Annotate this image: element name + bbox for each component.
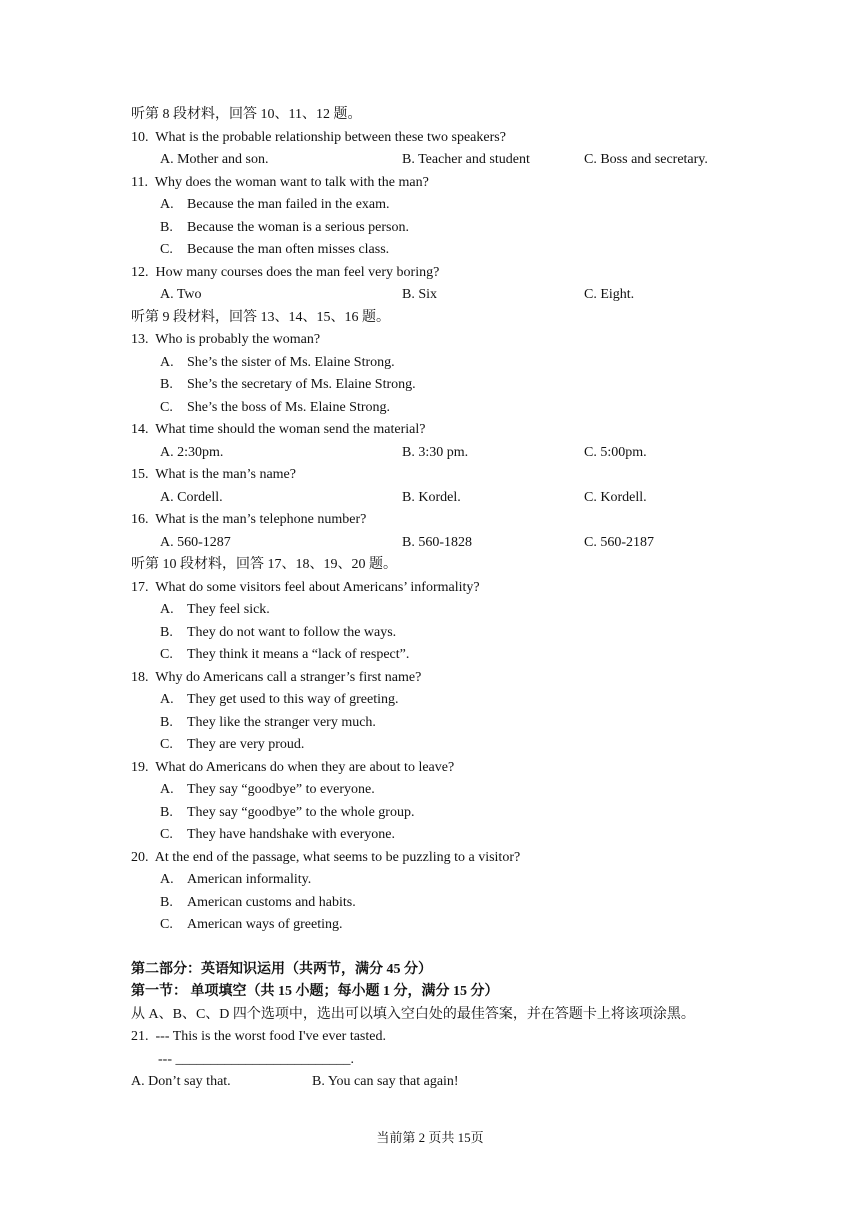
question-number: 14. — [131, 422, 149, 437]
option-a: A. Two — [160, 287, 202, 302]
question-number: 17. — [131, 579, 149, 595]
question-number: 16. — [131, 512, 149, 527]
option-letter: B. — [160, 714, 173, 730]
option-letter: C. — [160, 242, 173, 257]
option-text: They feel sick. — [187, 602, 270, 617]
option-a: A. Cordell. — [160, 489, 223, 505]
option-text: She’s the sister of Ms. Elaine Strong. — [187, 354, 395, 370]
option-letter: C. — [160, 827, 173, 842]
option-c — [131, 914, 751, 937]
option-a: A. 2:30pm. — [160, 444, 224, 460]
option-letter: B. — [160, 219, 173, 235]
option-a — [131, 869, 751, 892]
question-text: What time should the woman send the material? — [155, 422, 426, 437]
question-10-options — [131, 149, 751, 172]
question-15-options — [131, 487, 751, 510]
option-letter: C. — [160, 647, 173, 662]
part-two-heading: 第二部分：英语知识运用（共两节，满分 45 分） — [131, 961, 432, 977]
option-a — [131, 779, 751, 802]
option-b — [131, 712, 751, 735]
question-16 — [131, 509, 751, 532]
question-number: 20. — [131, 849, 149, 865]
question-12-options — [131, 284, 751, 307]
option-b — [131, 217, 751, 240]
option-c: C. Kordell. — [584, 489, 647, 505]
question-19 — [131, 757, 751, 780]
option-c — [131, 734, 751, 757]
section-9-intro: 听第 9 段材料，回答 13、14、15、16 题。 — [131, 309, 390, 325]
question-number: 11. — [131, 174, 148, 190]
section-10-intro: 听第 10 段材料，回答 17、18、19、20 题。 — [131, 557, 397, 572]
question-15 — [131, 464, 751, 487]
option-b: B. You can say that again! — [312, 1074, 459, 1089]
option-b: B. 560-1828 — [402, 534, 472, 550]
option-c: C. Boss and secretary. — [584, 152, 708, 167]
option-a: A. Mother and son. — [160, 152, 269, 167]
option-a: A. Don’t say that. — [131, 1074, 231, 1089]
option-letter: A. — [160, 354, 174, 370]
question-number: 12. — [131, 264, 149, 280]
option-text: They like the stranger very much. — [187, 714, 376, 730]
question-text: --- This is the worst food I've ever tasted. — [155, 1029, 386, 1044]
option-b: B. Six — [402, 287, 438, 302]
option-text: They have handshake with everyone. — [187, 827, 395, 842]
question-text: What do Americans do when they are about to leave? — [155, 759, 455, 775]
question-text: What is the man’s telephone number? — [155, 512, 367, 527]
option-c — [131, 397, 751, 420]
section-8-intro: 听第 8 段材料，回答 10、11、12 题。 — [131, 107, 362, 122]
question-text: At the end of the passage, what seems to be puzzling to a visitor? — [154, 849, 521, 865]
option-c: C. 5:00pm. — [584, 444, 647, 460]
option-letter: A. — [160, 782, 174, 797]
question-21 — [131, 1026, 751, 1049]
question-16-options — [131, 532, 751, 555]
option-letter: A. — [160, 602, 174, 617]
option-b — [131, 892, 751, 915]
option-letter: A. — [160, 692, 174, 707]
question-text: Why does the woman want to talk with the man? — [154, 174, 429, 190]
question-10 — [131, 127, 751, 150]
option-c — [131, 239, 751, 262]
question-text: How many courses does the man feel very boring? — [155, 264, 440, 280]
option-a — [131, 599, 751, 622]
option-c — [131, 824, 751, 847]
question-number: 15. — [131, 467, 149, 482]
question-number: 18. — [131, 669, 149, 685]
question-21-options — [131, 1071, 751, 1094]
option-a — [131, 689, 751, 712]
question-text: Who is probably the woman? — [155, 332, 321, 347]
option-text: American informality. — [187, 872, 312, 887]
section-one-heading: 第一节： 单项填空（共 15 小题；每小题 1 分，满分 15 分） — [131, 984, 499, 999]
option-letter: B. — [160, 377, 173, 392]
spacer — [131, 937, 751, 959]
option-text: She’s the boss of Ms. Elaine Strong. — [187, 399, 390, 415]
question-11 — [131, 172, 751, 195]
option-letter: B. — [160, 894, 173, 910]
option-text: Because the man failed in the exam. — [187, 197, 390, 212]
question-text: What do some visitors feel about Americans’ informality? — [155, 579, 480, 595]
option-b — [131, 622, 751, 645]
option-text: They get used to this way of greeting. — [187, 692, 399, 707]
option-a: A. 560-1287 — [160, 534, 231, 550]
option-text: She’s the secretary of Ms. Elaine Strong. — [187, 377, 416, 392]
option-text: American ways of greeting. — [187, 917, 343, 932]
option-text: They say “goodbye” to the whole group. — [187, 804, 415, 820]
question-13 — [131, 329, 751, 352]
question-text: What is the probable relationship between these two speakers? — [155, 129, 506, 145]
option-letter: B. — [160, 624, 173, 640]
option-text: Because the man often misses class. — [187, 242, 390, 257]
question-17 — [131, 577, 751, 600]
question-14-options — [131, 442, 751, 465]
option-text: They are very proud. — [187, 737, 305, 752]
option-b: B. Teacher and student — [402, 152, 530, 167]
option-letter: C. — [160, 737, 173, 752]
option-c: C. 560-2187 — [584, 534, 654, 550]
option-text: They do not want to follow the ways. — [187, 624, 397, 640]
question-number: 19. — [131, 759, 149, 775]
question-number: 10. — [131, 129, 149, 145]
document-body — [131, 104, 751, 1094]
option-text: They say “goodbye” to everyone. — [187, 782, 375, 797]
option-b: B. 3:30 pm. — [402, 444, 469, 460]
option-letter: C. — [160, 399, 173, 415]
option-c — [131, 644, 751, 667]
option-text: They think it means a “lack of respect”. — [187, 647, 410, 662]
option-a — [131, 352, 751, 375]
question-number: 13. — [131, 332, 149, 347]
question-text: Why do Americans call a stranger’s first name? — [155, 669, 422, 685]
question-14 — [131, 419, 751, 442]
answer-blank: --- _________________________. — [158, 1051, 354, 1067]
question-12 — [131, 262, 751, 285]
option-b — [131, 374, 751, 397]
option-a — [131, 194, 751, 217]
page-footer: 当前第 2 页共 15页 — [376, 1130, 484, 1145]
instruction-text: 从 A、B、C、D 四个选项中，选出可以填入空白处的最佳答案，并在答题卡上将该项涂黑。 — [131, 1006, 695, 1022]
option-letter: B. — [160, 804, 173, 820]
option-c: C. Eight. — [584, 287, 635, 302]
question-20 — [131, 847, 751, 870]
question-text: What is the man’s name? — [155, 467, 296, 482]
question-number: 21. — [131, 1029, 149, 1044]
option-letter: A. — [160, 872, 174, 887]
option-b — [131, 802, 751, 825]
option-text: American customs and habits. — [187, 894, 356, 910]
question-18 — [131, 667, 751, 690]
option-letter: A. — [160, 197, 174, 212]
option-b: B. Kordel. — [402, 489, 461, 505]
option-text: Because the woman is a serious person. — [187, 219, 409, 235]
option-letter: C. — [160, 917, 173, 932]
